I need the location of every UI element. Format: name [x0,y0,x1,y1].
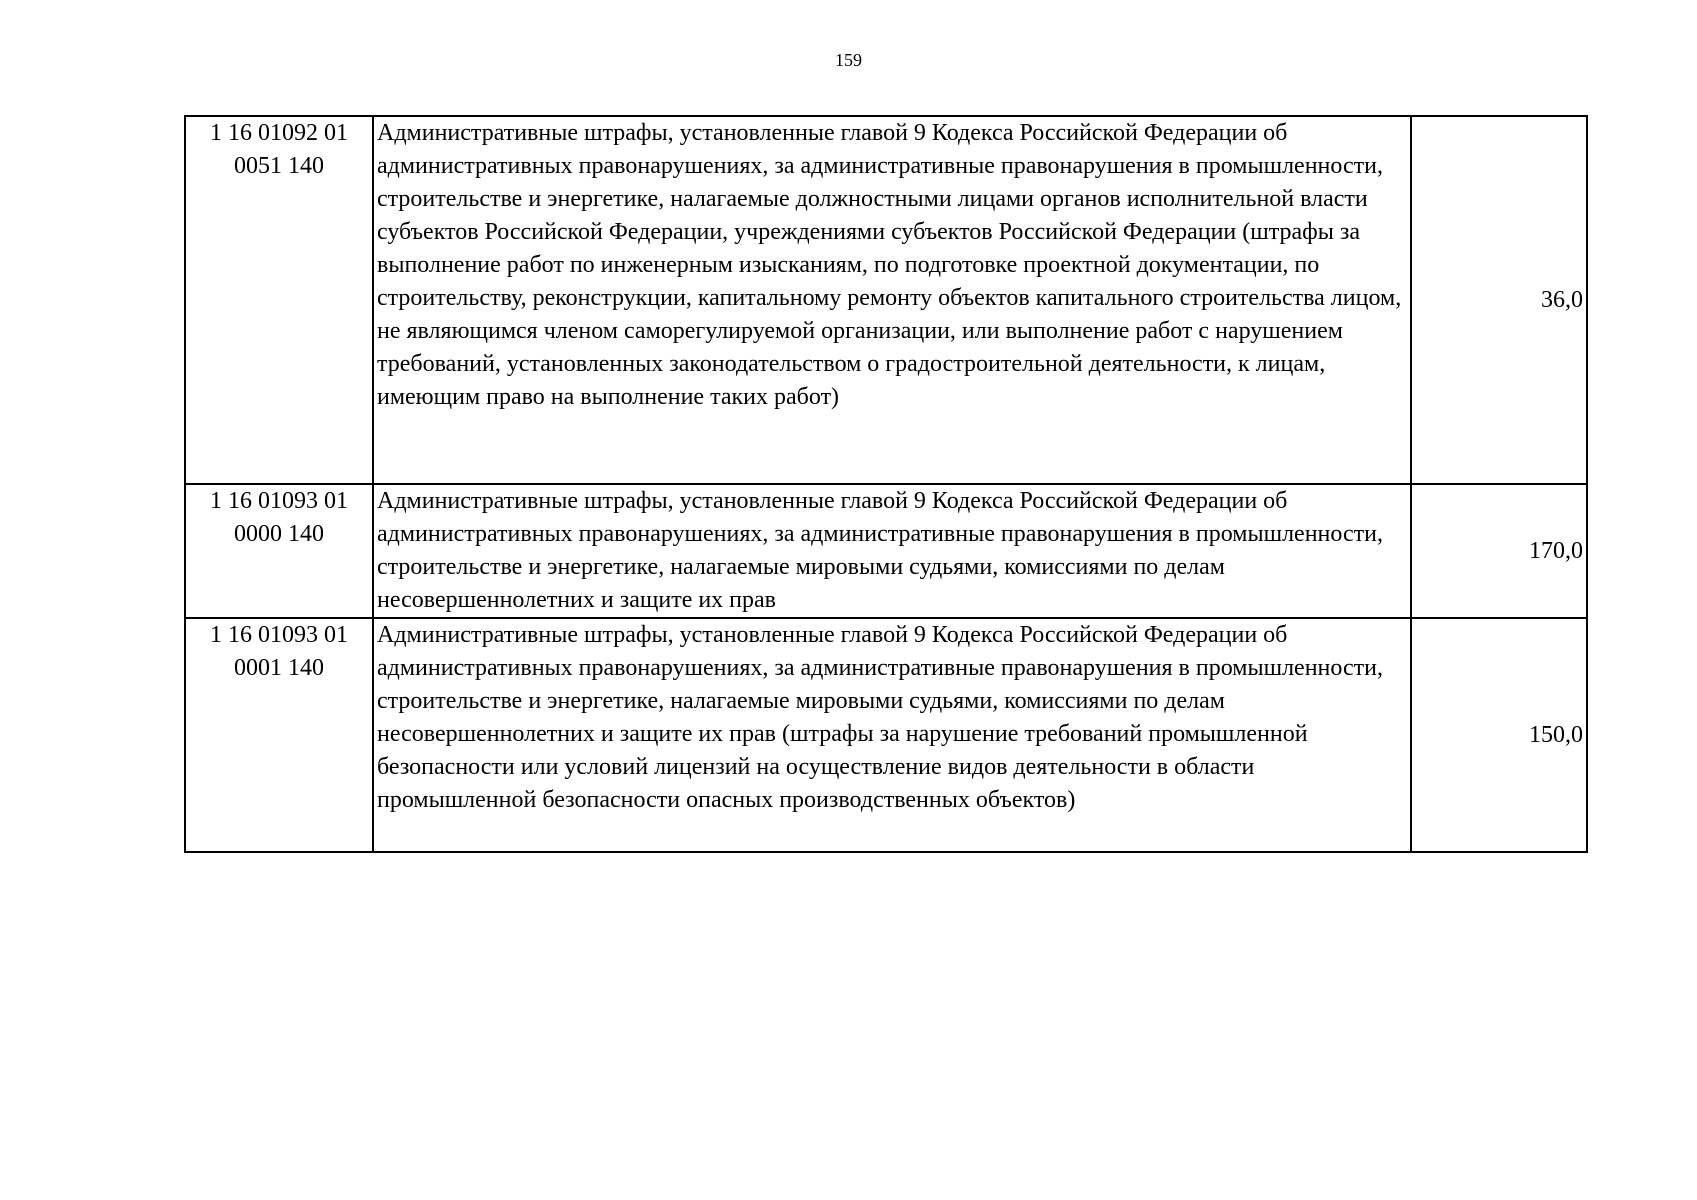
budget-code-cell [185,618,373,852]
table-row [185,484,1587,618]
description-cell: Административные штрафы, установленные главой 9 Кодекса Российской Федерации об административных правонарушениях, за административные правонарушения в промышленности, строительстве и энергетике, налагаемые должностными лицами органов исполнительной власти субъектов Российской Федерации, учреждениями субъектов Российской Федерации (штрафы за выполнение работ по инженерным изысканиям, по подготовке проектной документации, по строительству, реконструкции, капитальному ремонту объектов капитального строительства лицом, не являющимся членом саморегулируемой организации, или выполнение работ с нарушением требований, установленных законодательством о градостроительной деятельности, к лицам, имеющим право на выполнение таких работ) [373,116,1411,484]
budget-code-line: 0051 140 [234,153,324,179]
budget-code-cell [185,484,373,618]
budget-code-line: 1 16 01093 01 [210,488,348,514]
budget-table [184,115,1588,853]
budget-code-line: 0001 140 [234,655,324,681]
budget-code-line: 1 16 01092 01 [210,120,348,146]
budget-code-line: 1 16 01093 01 [210,622,348,648]
description-cell: Административные штрафы, установленные главой 9 Кодекса Российской Федерации об административных правонарушениях, за административные правонарушения в промышленности, строительстве и энергетике, налагаемые мировыми судьями, комиссиями по делам несовершеннолетних и защите их прав (штрафы за нарушение требований промышленной безопасности или условий лицензий на осуществление видов деятельности в области промышленной безопасности опасных производственных объектов) [373,618,1411,852]
budget-code-line: 0000 140 [234,521,324,547]
page-number: 159 [835,50,862,70]
table-row [185,116,1587,484]
amount-cell: 170,0 [1411,484,1587,618]
table-row [185,618,1587,852]
amount-cell: 36,0 [1411,116,1587,484]
budget-code-cell [185,116,373,484]
amount-cell: 150,0 [1411,618,1587,852]
description-cell: Административные штрафы, установленные главой 9 Кодекса Российской Федерации об административных правонарушениях, за административные правонарушения в промышленности, строительстве и энергетике, налагаемые мировыми судьями, комиссиями по делам несовершеннолетних и защите их прав [373,484,1411,618]
